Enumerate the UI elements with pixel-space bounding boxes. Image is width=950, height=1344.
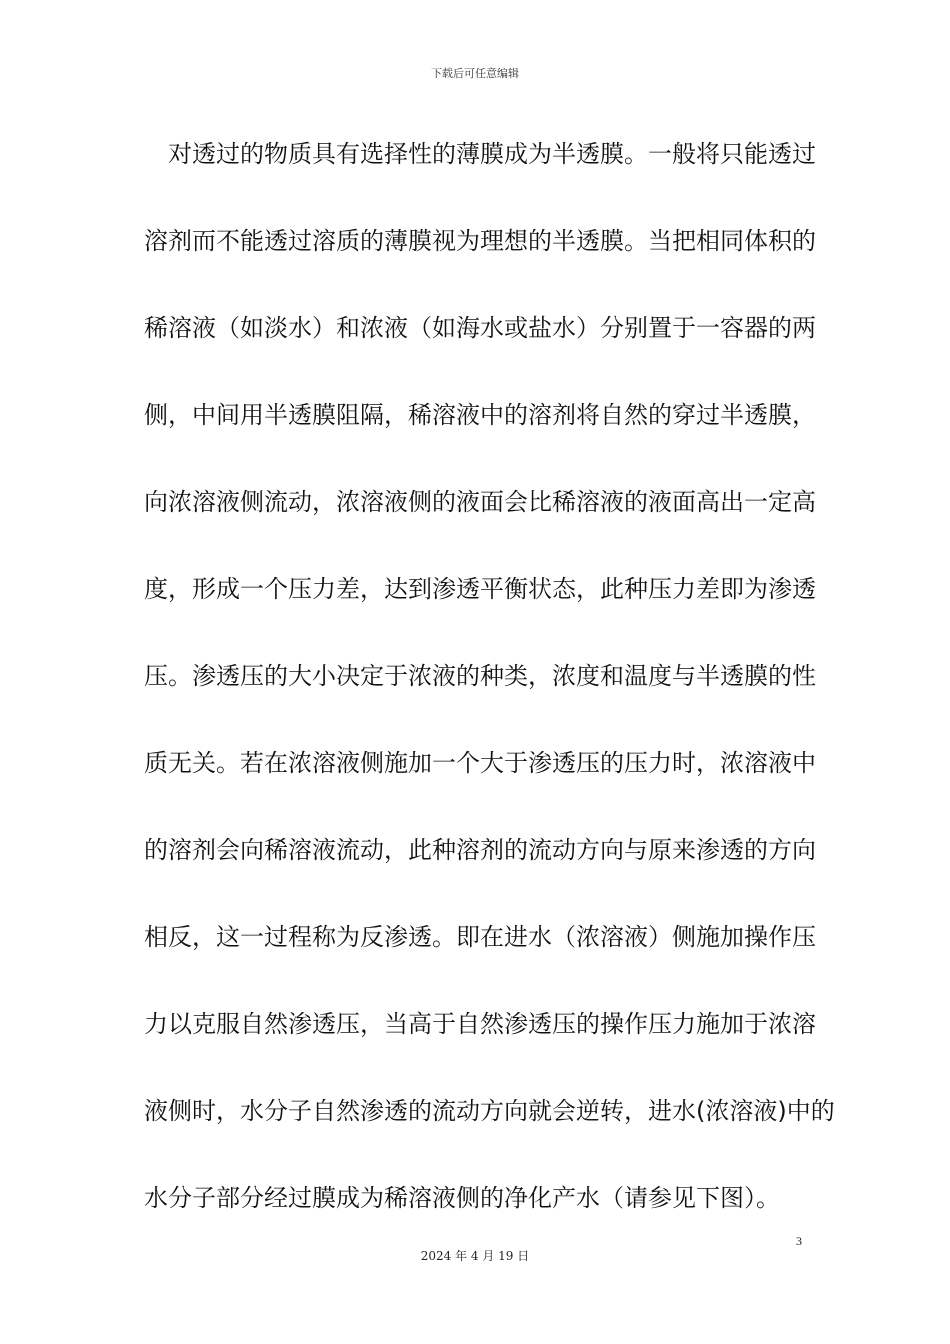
footer-date: 2024 年 4 月 19 日 [420, 1249, 530, 1263]
paragraph-line: 力以克服自然渗透压，当高于自然渗透压的操作压力施加于浓溶 [144, 1010, 816, 1038]
page-number: 3 [796, 1234, 802, 1248]
paragraph-line: 度，形成一个压力差，达到渗透平衡状态，此种压力差即为渗透 [144, 575, 816, 603]
paragraph-line: 水分子部分经过膜成为稀溶液侧的净化产水（请参见下图）。 [144, 1184, 780, 1212]
paragraph-line: 的溶剂会向稀溶液流动，此种溶剂的流动方向与原来渗透的方向 [144, 836, 816, 864]
paragraph-line: 向浓溶液侧流动，浓溶液侧的液面会比稀溶液的液面高出一定高 [144, 488, 816, 516]
paragraph-line: 侧，中间用半透膜阻隔，稀溶液中的溶剂将自然的穿过半透膜， [144, 401, 816, 429]
paragraph-line: 溶剂而不能透过溶质的薄膜视为理想的半透膜。当把相同体积的 [144, 227, 816, 255]
paragraph-line: 稀溶液（如淡水）和浓液（如海水或盐水）分别置于一容器的两 [144, 314, 816, 342]
paragraph-line: 质无关。若在浓溶液侧施加一个大于渗透压的压力时，浓溶液中 [144, 749, 816, 777]
paragraph-line: 液侧时，水分子自然渗透的流动方向就会逆转，进水(浓溶液)中的 [144, 1097, 835, 1125]
paragraph-line: 对透过的物质具有选择性的薄膜成为半透膜。一般将只能透过 [168, 140, 816, 168]
paragraph-line: 压。渗透压的大小决定于浓液的种类，浓度和温度与半透膜的性 [144, 662, 816, 690]
paragraph-line: 相反，这一过程称为反渗透。即在进水（浓溶液）侧施加操作压 [144, 923, 816, 951]
page-header: 下载后可任意编辑 [431, 67, 519, 80]
